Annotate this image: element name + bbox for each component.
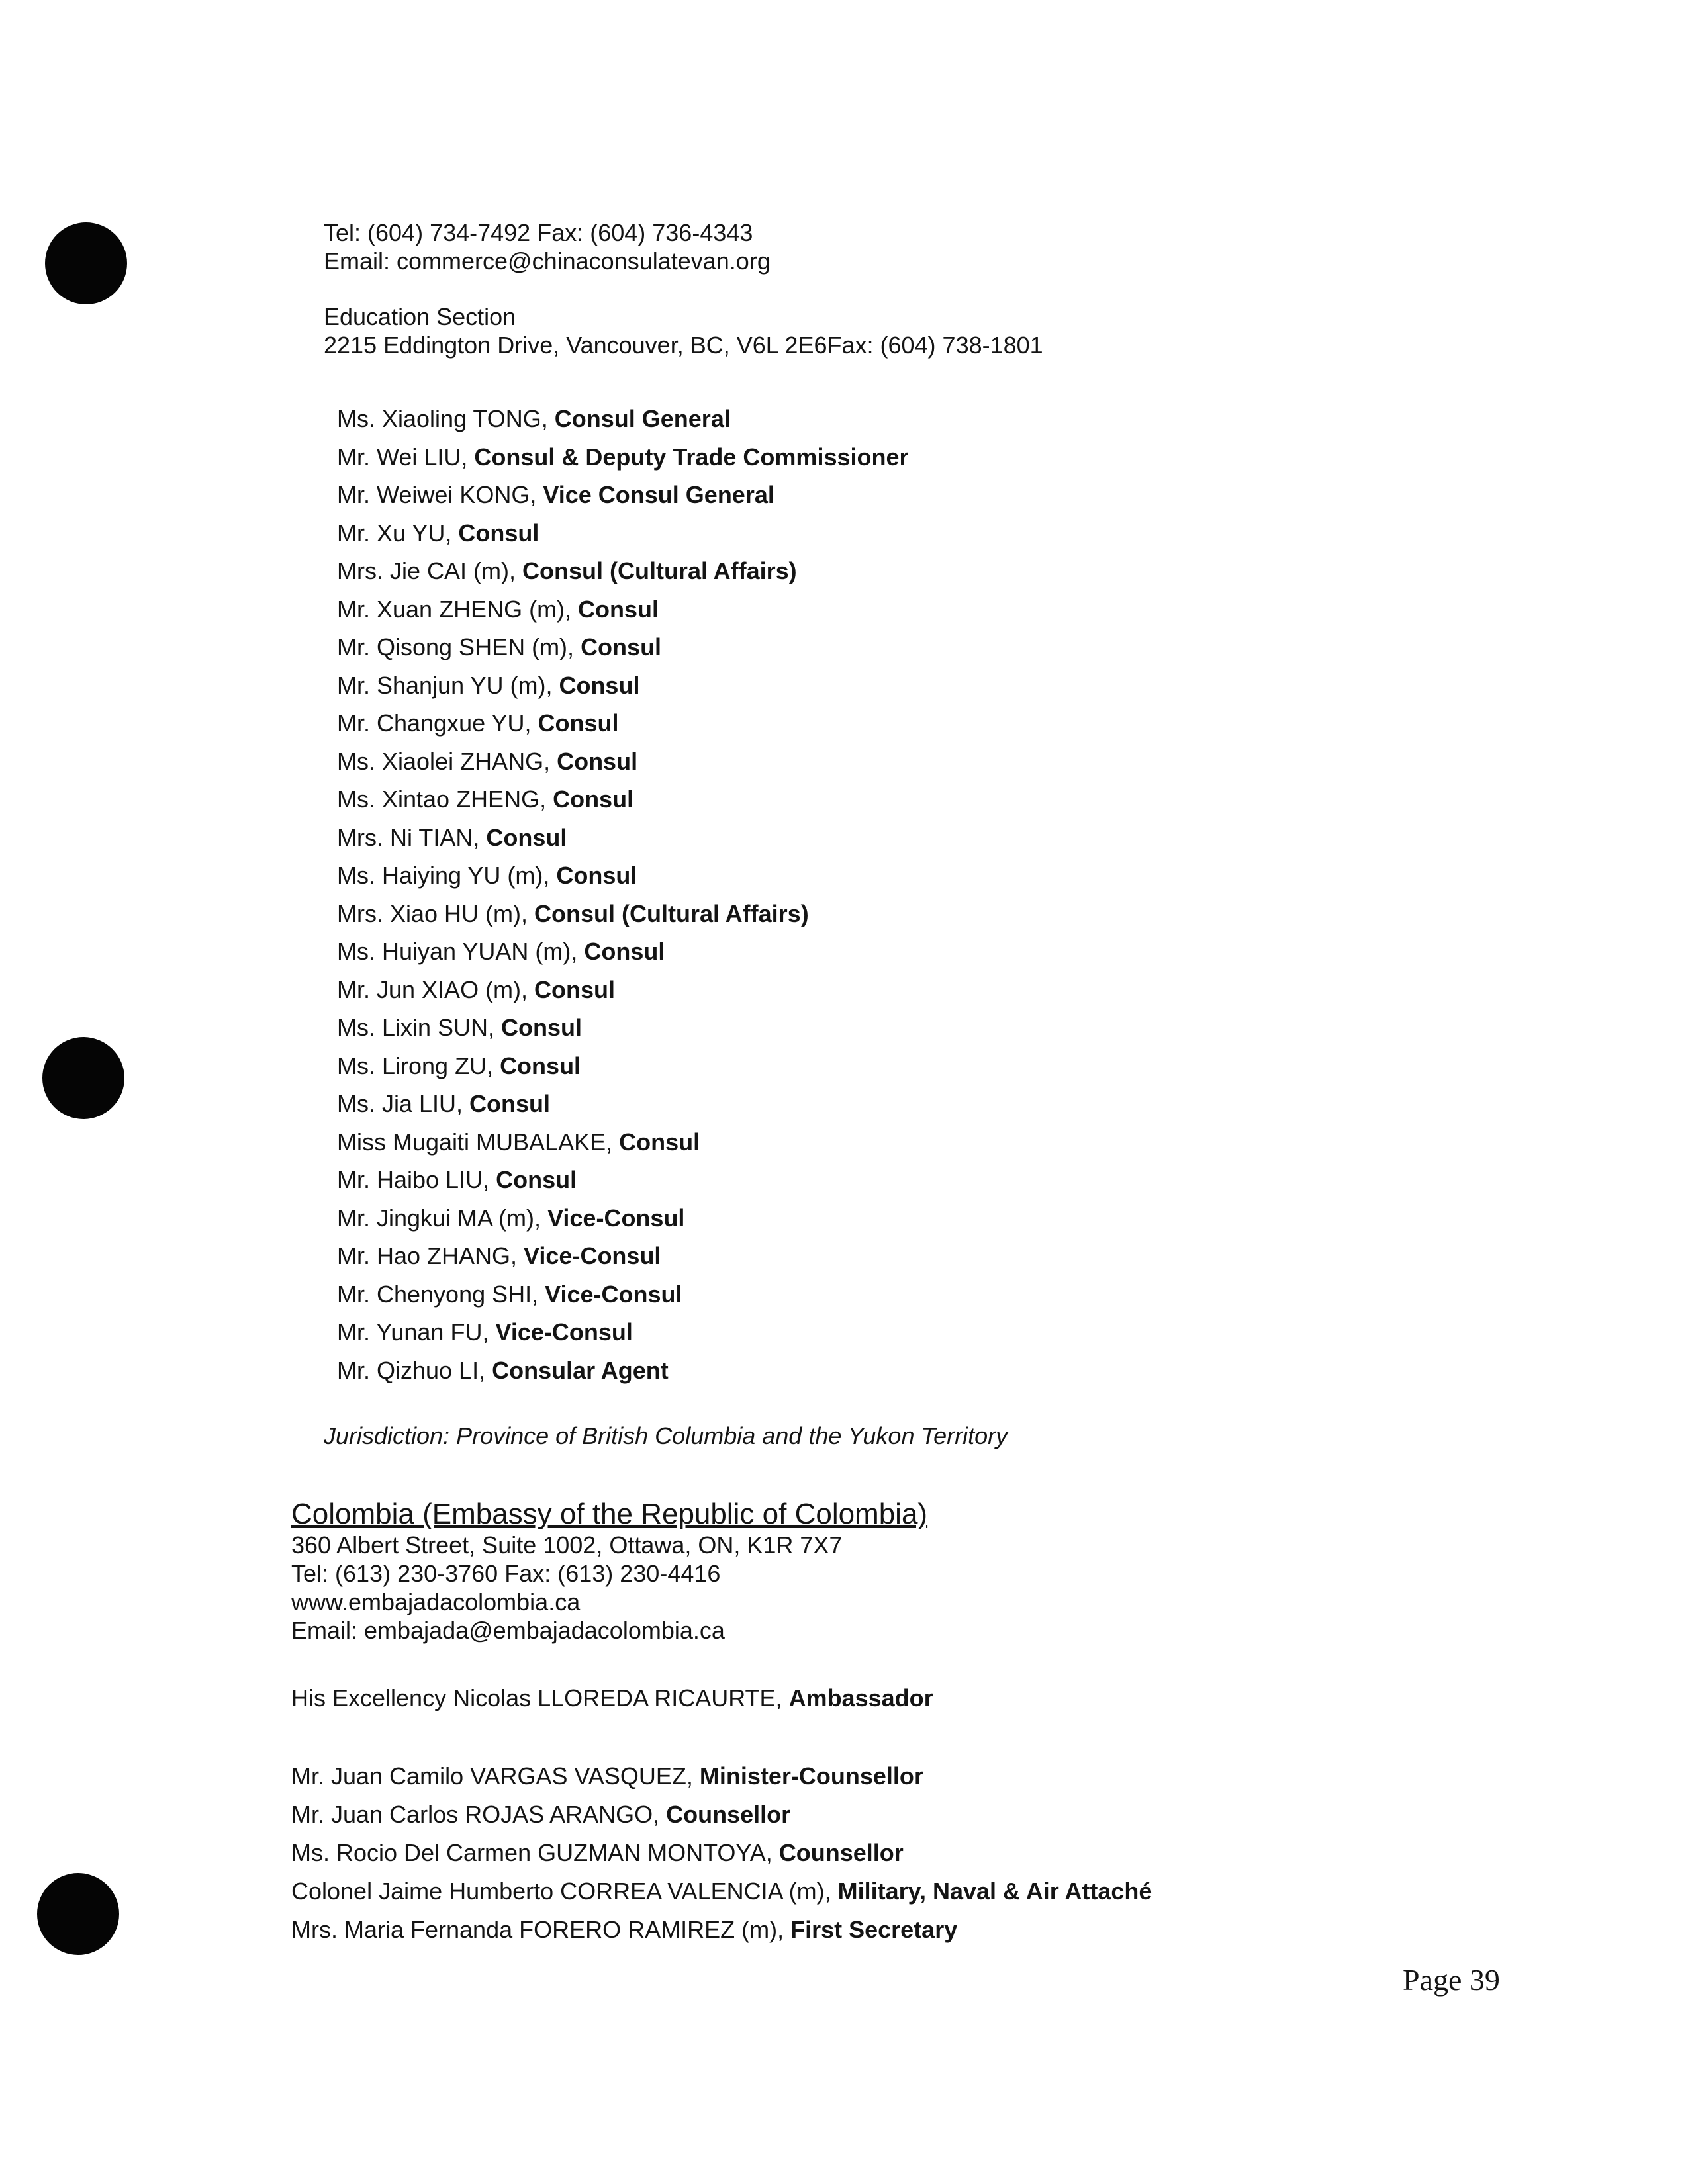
staff-title: Consul xyxy=(486,823,567,851)
staff-name: Ms. Xiaoling TONG, xyxy=(337,405,555,432)
staff-entry xyxy=(337,1123,909,1161)
staff-name: Mr. Changxue YU, xyxy=(337,709,538,737)
staff-name: Mrs. Jie CAI (m), xyxy=(337,557,522,584)
colombia-staff-list xyxy=(291,1757,1152,1949)
staff-name: Mr. Chenyong SHI, xyxy=(337,1280,545,1308)
staff-name: Mr. Hao ZHANG, xyxy=(337,1242,524,1269)
staff-name: Mr. Juan Carlos ROJAS ARANGO, xyxy=(291,1801,667,1828)
staff-name: Mr. Weiwei KONG, xyxy=(337,481,543,508)
staff-entry xyxy=(337,1009,909,1047)
staff-entry xyxy=(337,1085,909,1123)
staff-title: Consul xyxy=(538,709,619,737)
staff-entry xyxy=(337,400,909,438)
staff-title: Consul xyxy=(496,1166,577,1193)
staff-name: Ms. Haiying YU (m), xyxy=(337,862,557,889)
staff-name: Mr. Jun XIAO (m), xyxy=(337,976,535,1003)
staff-name: Mr. Xu YU, xyxy=(337,519,459,547)
staff-entry xyxy=(337,666,909,705)
education-section-address: 2215 Eddington Drive, Vancouver, BC, V6L 2E6Fax: (604) 738-1801 xyxy=(324,332,1043,359)
staff-entry xyxy=(337,1313,909,1351)
staff-title: Consul (Cultural Affairs) xyxy=(534,899,809,927)
staff-entry xyxy=(337,1161,909,1199)
staff-name: Mr. Wei LIU, xyxy=(337,443,475,471)
staff-title: Consul & Deputy Trade Commissioner xyxy=(474,443,909,471)
staff-entry xyxy=(337,743,909,781)
staff-entry xyxy=(291,1757,1152,1796)
staff-title: Vice Consul General xyxy=(543,481,774,508)
staff-title: Counsellor xyxy=(778,1839,904,1866)
staff-title: Consul xyxy=(578,595,659,623)
staff-title: Minister-Counsellor xyxy=(699,1762,923,1790)
colombia-address: 360 Albert Street, Suite 1002, Ottawa, ON, K1R 7X7 xyxy=(291,1531,843,1559)
staff-name: Mr. Juan Camilo VARGAS VASQUEZ, xyxy=(291,1762,700,1790)
staff-entry xyxy=(337,514,909,553)
ambassador-name: His Excellency Nicolas LLOREDA RICAURTE, xyxy=(291,1684,789,1711)
staff-title: Military, Naval & Air Attaché xyxy=(837,1878,1152,1905)
tel-fax-line: Tel: (604) 734-7492 Fax: (604) 736-4343 xyxy=(324,219,753,246)
binder-hole-middle xyxy=(42,1037,124,1119)
ambassador-line xyxy=(291,1684,933,1712)
staff-title: Vice-Consul xyxy=(524,1242,661,1269)
staff-title: Consul xyxy=(553,786,634,813)
staff-entry xyxy=(337,1237,909,1275)
staff-name: Ms. Xiaolei ZHANG, xyxy=(337,747,557,775)
staff-name: Ms. Jia LIU, xyxy=(337,1090,470,1117)
staff-entry xyxy=(291,1911,1152,1949)
staff-name: Mrs. Xiao HU (m), xyxy=(337,899,535,927)
staff-title: Consul xyxy=(584,938,665,965)
staff-name: Mr. Xuan ZHENG (m), xyxy=(337,595,579,623)
staff-entry xyxy=(291,1796,1152,1834)
staff-entry xyxy=(337,438,909,477)
colombia-section xyxy=(291,1498,927,1645)
staff-title: Consul xyxy=(619,1128,700,1156)
staff-entry xyxy=(337,1275,909,1314)
staff-entry xyxy=(291,1872,1152,1911)
education-section xyxy=(324,302,1043,359)
email-line: Email: commerce@chinaconsulatevan.org xyxy=(324,248,771,275)
staff-name: Ms. Lirong ZU, xyxy=(337,1052,500,1079)
staff-name: Mr. Jingkui MA (m), xyxy=(337,1204,548,1232)
staff-entry xyxy=(337,1199,909,1238)
staff-name: Mrs. Ni TIAN, xyxy=(337,823,487,851)
staff-entry xyxy=(337,552,909,590)
staff-title: Consul xyxy=(557,747,638,775)
staff-name: Mrs. Maria Fernanda FORERO RAMIREZ (m), xyxy=(291,1916,791,1943)
staff-entry xyxy=(337,780,909,819)
staff-entry xyxy=(337,704,909,743)
staff-entry xyxy=(337,971,909,1009)
staff-entry xyxy=(337,895,909,933)
staff-name: Mr. Qisong SHEN (m), xyxy=(337,633,581,660)
staff-entry xyxy=(337,590,909,629)
colombia-heading: Colombia (Embassy of the Republic of Colombia) xyxy=(291,1498,928,1530)
binder-hole-bottom xyxy=(37,1873,119,1955)
staff-title: Vice-Consul xyxy=(495,1318,633,1345)
colombia-tel-fax: Tel: (613) 230-3760 Fax: (613) 230-4416 xyxy=(291,1560,721,1587)
staff-title: Consul xyxy=(458,519,539,547)
staff-title: Consul (Cultural Affairs) xyxy=(522,557,797,584)
page-number: Page 39 xyxy=(1403,1963,1500,1997)
staff-entry xyxy=(337,476,909,514)
staff-name: Mr. Shanjun YU (m), xyxy=(337,671,559,699)
staff-title: Consul xyxy=(556,862,637,889)
staff-title: Vice-Consul xyxy=(547,1204,685,1232)
staff-title: Consul xyxy=(559,671,640,699)
staff-entry xyxy=(337,933,909,971)
staff-entry xyxy=(291,1834,1152,1872)
consulate-staff-list xyxy=(337,400,909,1389)
staff-title: Consul xyxy=(501,1014,583,1041)
consulate-contact xyxy=(324,218,771,275)
education-section-label: Education Section xyxy=(324,303,516,330)
colombia-website: www.embajadacolombia.ca xyxy=(291,1588,581,1615)
staff-title: Consul xyxy=(500,1052,581,1079)
staff-title: Consul xyxy=(469,1090,551,1117)
colombia-email: Email: embajada@embajadacolombia.ca xyxy=(291,1617,725,1644)
staff-title: Vice-Consul xyxy=(545,1280,682,1308)
staff-entry xyxy=(337,856,909,895)
staff-name: Ms. Rocio Del Carmen GUZMAN MONTOYA, xyxy=(291,1839,779,1866)
staff-entry xyxy=(337,1047,909,1085)
staff-name: Mr. Yunan FU, xyxy=(337,1318,496,1345)
staff-name: Mr. Haibo LIU, xyxy=(337,1166,496,1193)
staff-entry xyxy=(337,819,909,857)
staff-title: Consul xyxy=(534,976,616,1003)
staff-name: Ms. Xintao ZHENG, xyxy=(337,786,553,813)
ambassador-title: Ambassador xyxy=(788,1684,933,1711)
staff-name: Colonel Jaime Humberto CORREA VALENCIA (m), xyxy=(291,1878,838,1905)
jurisdiction-note: Jurisdiction: Province of British Columbia and the Yukon Territory xyxy=(324,1422,1008,1449)
staff-title: Consul xyxy=(581,633,662,660)
staff-title: First Secretary xyxy=(790,1916,958,1943)
staff-title: Consular Agent xyxy=(492,1356,669,1384)
staff-name: Mr. Qizhuo LI, xyxy=(337,1356,492,1384)
staff-name: Ms. Huiyan YUAN (m), xyxy=(337,938,585,965)
colombia-ambassador xyxy=(291,1684,933,1712)
staff-entry xyxy=(337,1351,909,1390)
staff-name: Miss Mugaiti MUBALAKE, xyxy=(337,1128,620,1156)
staff-name: Ms. Lixin SUN, xyxy=(337,1014,502,1041)
binder-hole-top xyxy=(45,222,127,304)
staff-title: Consul General xyxy=(554,405,731,432)
staff-entry xyxy=(337,628,909,666)
staff-title: Counsellor xyxy=(666,1801,791,1828)
